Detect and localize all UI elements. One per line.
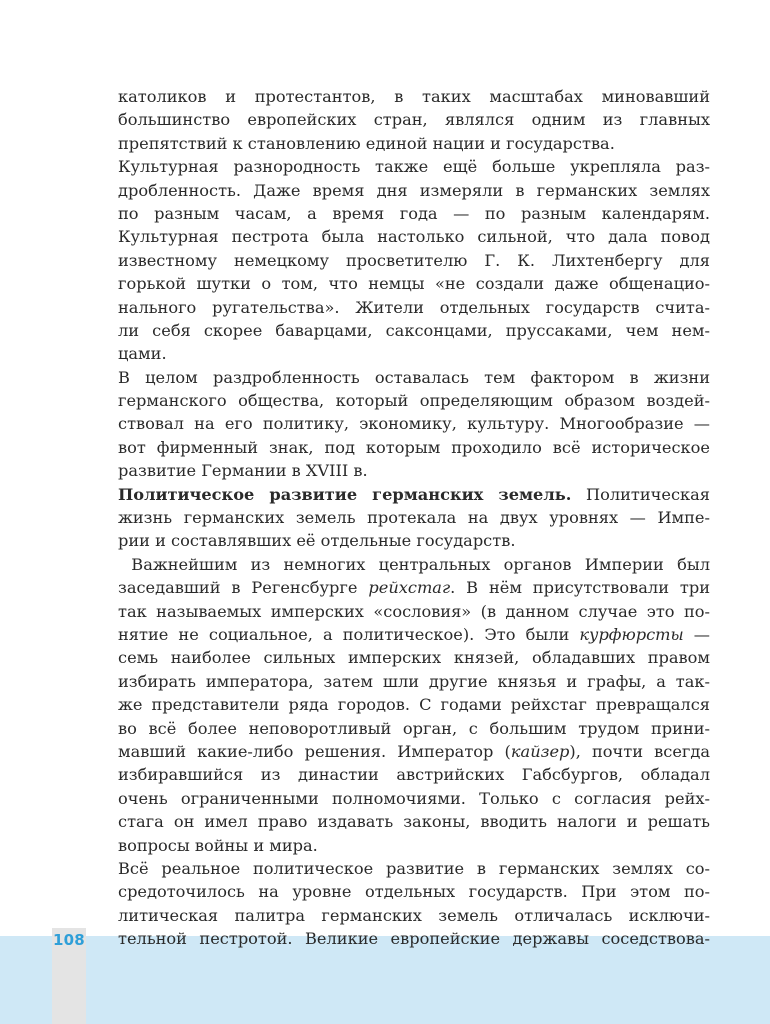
text-line: так называемых имперских «сословия» (в данном случае это по- bbox=[118, 601, 710, 621]
text-line-content: мавший какие-либо решения. Император ( bbox=[118, 741, 511, 761]
text-line: литическая палитра германских земель отличалась исключи- bbox=[118, 905, 710, 925]
text-line: большинство европейских стран, являлся одним из главных bbox=[118, 110, 710, 130]
text-line: ствовал на его политику, экономику, культуру. Многообразие — bbox=[118, 414, 710, 434]
text-line: стага он имел право издавать законы, вводить налоги и решать bbox=[118, 812, 710, 832]
term-reichstag: рейхстаг bbox=[368, 578, 451, 598]
text-line-content: ), почти всегда bbox=[569, 741, 711, 761]
text-line bbox=[118, 155, 710, 178]
text-line: по разным часам, а время года — по разным календарям. bbox=[118, 203, 710, 223]
text-line: семь наиболее сильных имперских князей, обладавших правом bbox=[118, 648, 710, 668]
text-line: германского общества, который определяющим образом воздей- bbox=[118, 391, 710, 411]
text-line: препятствий к становлению единой нации и государства. bbox=[118, 133, 615, 153]
text-line: средоточилось на уровне отдельных государств. При этом по- bbox=[118, 882, 710, 902]
term-kurfursten: курфюрсты bbox=[579, 624, 684, 644]
text-line: горькой шутки о том, что немцы «не создали даже общенацио- bbox=[118, 274, 710, 294]
text-line bbox=[118, 623, 710, 646]
page-number: 108 bbox=[53, 931, 85, 949]
paragraph-3 bbox=[118, 366, 710, 483]
term-kaiser: кайзер bbox=[510, 741, 570, 761]
text-line: В целом раздробленность оставалась тем фактором в жизни bbox=[118, 367, 710, 387]
text-line: вот фирменный знак, под которым проходило всё историческое bbox=[118, 437, 710, 457]
text-line: вопросы войны и мира. bbox=[118, 835, 318, 855]
text-line: избиравшийся из династии австрийских Габсбургов, обладал bbox=[118, 765, 710, 785]
text-line bbox=[118, 740, 710, 763]
paragraph-4 bbox=[118, 483, 710, 553]
text-line: католиков и протестантов, в таких масштабах миновавший bbox=[118, 87, 710, 106]
text-line: развитие Германии в XVIII в. bbox=[118, 461, 368, 481]
paragraph-1 bbox=[118, 85, 710, 155]
paragraph-6 bbox=[118, 857, 710, 951]
paragraph-5 bbox=[118, 553, 710, 857]
text-line: же представители ряда городов. С годами рейхстаг превращался bbox=[118, 695, 710, 715]
text-line-content: нятие не социальное, а политическое). Это были bbox=[118, 624, 570, 644]
text-line: очень ограниченными полномочиями. Только с согласия рейх- bbox=[118, 788, 710, 808]
body-text bbox=[118, 85, 710, 950]
text-line-content: — bbox=[683, 624, 710, 644]
text-line-content: Важнейшим из немногих центральных органов Империи был bbox=[131, 554, 710, 574]
text-line: избирать императора, затем шли другие князья и графы, а так- bbox=[118, 671, 710, 691]
text-line: известному немецкому просветителю Г. К. Лихтенбергу для bbox=[118, 250, 710, 270]
section-heading: Политическое развитие германских земель. bbox=[118, 484, 572, 504]
text-line: тельной пестротой. Великие европейские державы соседствова- bbox=[118, 929, 710, 949]
text-line: Культурная пестрота была настолько сильной, что дала повод bbox=[118, 227, 710, 247]
text-line-content: заседавший в Регенсбурге bbox=[118, 578, 358, 598]
text-line: рии и составлявших её отдельные государств. bbox=[118, 531, 516, 551]
text-line bbox=[118, 553, 710, 576]
text-line: во всё более неповоротливый орган, с большим трудом прини- bbox=[118, 718, 710, 738]
text-line: нального ругательства». Жители отдельных государств счита- bbox=[118, 297, 710, 317]
paragraph-2 bbox=[118, 155, 710, 366]
text-line bbox=[118, 483, 710, 506]
text-line: жизнь германских земель протекала на двух уровнях — Импе- bbox=[118, 508, 710, 528]
text-line bbox=[118, 576, 710, 599]
text-line: цами. bbox=[118, 344, 167, 364]
text-line: Всё реальное политическое развитие в германских землях со- bbox=[118, 858, 710, 878]
text-line-content: Политическая bbox=[585, 484, 710, 504]
text-line-content: . В нём присутствовали три bbox=[450, 578, 710, 598]
text-line: дробленность. Даже время дня измеряли в германских землях bbox=[118, 180, 710, 200]
text-line-content: Культурная разнородность также ещё больше укрепляла раз- bbox=[118, 157, 710, 177]
text-line: ли себя скорее баварцами, саксонцами, пруссаками, чем нем- bbox=[118, 320, 710, 340]
